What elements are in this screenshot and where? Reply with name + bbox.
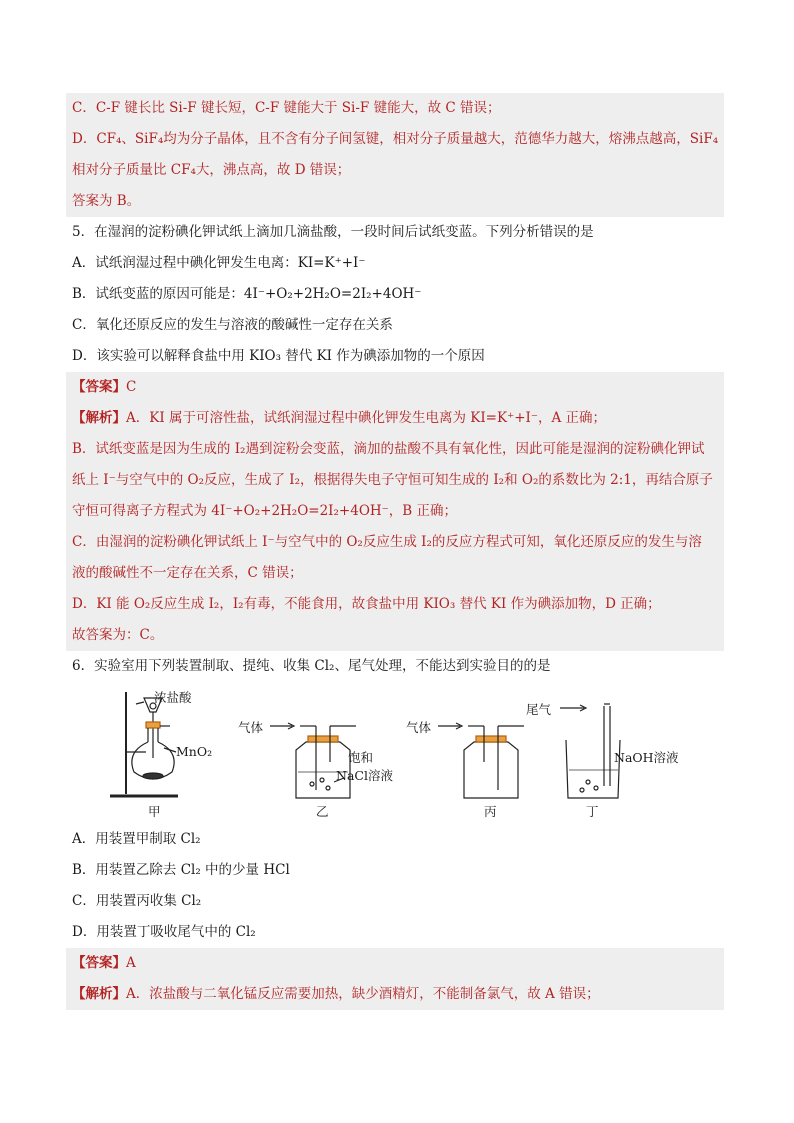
- question-6-answer: [66, 948, 724, 979]
- question-6-option-c: C．用装置丙收集 Cl₂: [72, 893, 202, 909]
- answer-value: A: [126, 955, 136, 971]
- label-ding: 丁: [586, 804, 599, 819]
- question-6-stem: 6．实验室用下列装置制取、提纯、收集 Cl₂、尾气处理，不能达到实验目的的是: [72, 658, 551, 674]
- apparatus-figure: [66, 686, 724, 824]
- question-5-explanation-a: [66, 403, 724, 434]
- question-5-explanation-d: D．KI 能 O₂反应生成 I₂，I₂有毒，不能食用，故食盐中用 KIO₃ 替代 KI 作为碘添加物，D 正确；: [66, 589, 724, 620]
- label-bing: 丙: [484, 804, 497, 819]
- question-5-explanation-c1: C．由湿润的淀粉碘化钾试纸上 I⁻与空气中的 O₂反应生成 I₂的反应方程式可知，氧化还原反应的发生与溶: [66, 527, 724, 558]
- question-6-explanation-a: [66, 979, 724, 1010]
- question-6-option-b: B．用装置乙除去 Cl₂ 中的少量 HCl: [72, 862, 290, 878]
- question-5-explanation-b3: 守恒可得离子方程式为 4I⁻+O₂+2H₂O=2I₂+4OH⁻，B 正确；: [66, 496, 724, 527]
- explanation-tag: 【解析】: [72, 986, 126, 1002]
- document-page: [66, 93, 724, 1010]
- label-gas-2: 气体: [406, 720, 432, 735]
- label-nacl-solution: NaCl溶液: [336, 768, 393, 783]
- question-5-answer: [66, 372, 724, 403]
- answer-tag: 【答案】: [72, 955, 126, 971]
- question-5-explanation-b1: B．试纸变蓝是因为生成的 I₂遇到淀粉会变蓝，滴加的盐酸不具有氧化性，因此可能是湿润的淀粉碘化钾试: [66, 434, 724, 465]
- answer-value: C: [126, 379, 137, 395]
- label-naoh-solution: NaOH溶液: [614, 750, 679, 765]
- question-6-option-a: A．用装置甲制取 Cl₂: [72, 831, 201, 847]
- explanation-tag: 【解析】: [72, 410, 126, 426]
- explanation-text: A．浓盐酸与二氧化锰反应需要加热，缺少酒精灯，不能制备氯气，故 A 错误；: [126, 986, 600, 1002]
- label-conc-hcl: 浓盐酸: [154, 690, 192, 705]
- question-5-option-a: A．试纸润湿过程中碘化钾发生电离：KI=K⁺+I⁻: [72, 255, 366, 271]
- text-line: D．CF₄、SiF₄均为分子晶体，且不含有分子间氢键，相对分子质量越大，范德华力越大，熔沸点越高，SiF₄: [66, 124, 724, 155]
- text-line: 答案为 B。: [66, 186, 724, 217]
- question-5-final: 故答案为：C。: [66, 620, 724, 651]
- label-tail-gas: 尾气: [526, 702, 552, 717]
- question-5-option-c: C．氧化还原反应的发生与溶液的酸碱性一定存在关系: [72, 317, 393, 333]
- question-5-option-b: B．试纸变蓝的原因可能是：4I⁻+O₂+2H₂O=2I₂+4OH⁻: [72, 286, 422, 302]
- text-line: C．C-F 键长比 Si-F 键长短，C-F 键能大于 Si-F 键能大，故 C 错误；: [66, 93, 724, 124]
- question-6-option-d: D．用装置丁吸收尾气中的 Cl₂: [72, 924, 256, 940]
- label-yi: 乙: [316, 804, 329, 819]
- answer-tag: 【答案】: [72, 379, 126, 395]
- label-saturated: 饱和: [348, 750, 374, 765]
- label-mno2: MnO₂: [176, 744, 213, 759]
- label-gas-1: 气体: [238, 720, 264, 735]
- explanation-text: A．KI 属于可溶性盐，试纸润湿过程中碘化钾发生电离为 KI=K⁺+I⁻，A 正确；: [126, 410, 607, 426]
- label-jia: 甲: [148, 804, 161, 819]
- question-5-explanation-c2: 液的酸碱性不一定存在关系，C 错误；: [66, 558, 724, 589]
- question-5-option-d: D．该实验可以解释食盐中用 KIO₃ 替代 KI 作为碘添加物的一个原因: [72, 348, 485, 364]
- question-5-stem: 5．在湿润的淀粉碘化钾试纸上滴加几滴盐酸，一段时间后试纸变蓝。下列分析错误的是: [72, 224, 594, 240]
- text-line: 相对分子质量比 CF₄大，沸点高，故 D 错误；: [66, 155, 724, 186]
- question-5-explanation-b2: 纸上 I⁻与空气中的 O₂反应，生成了 I₂，根据得失电子守恒可知生成的 I₂和 O₂的系数比为 2:1，再结合原子: [66, 465, 724, 496]
